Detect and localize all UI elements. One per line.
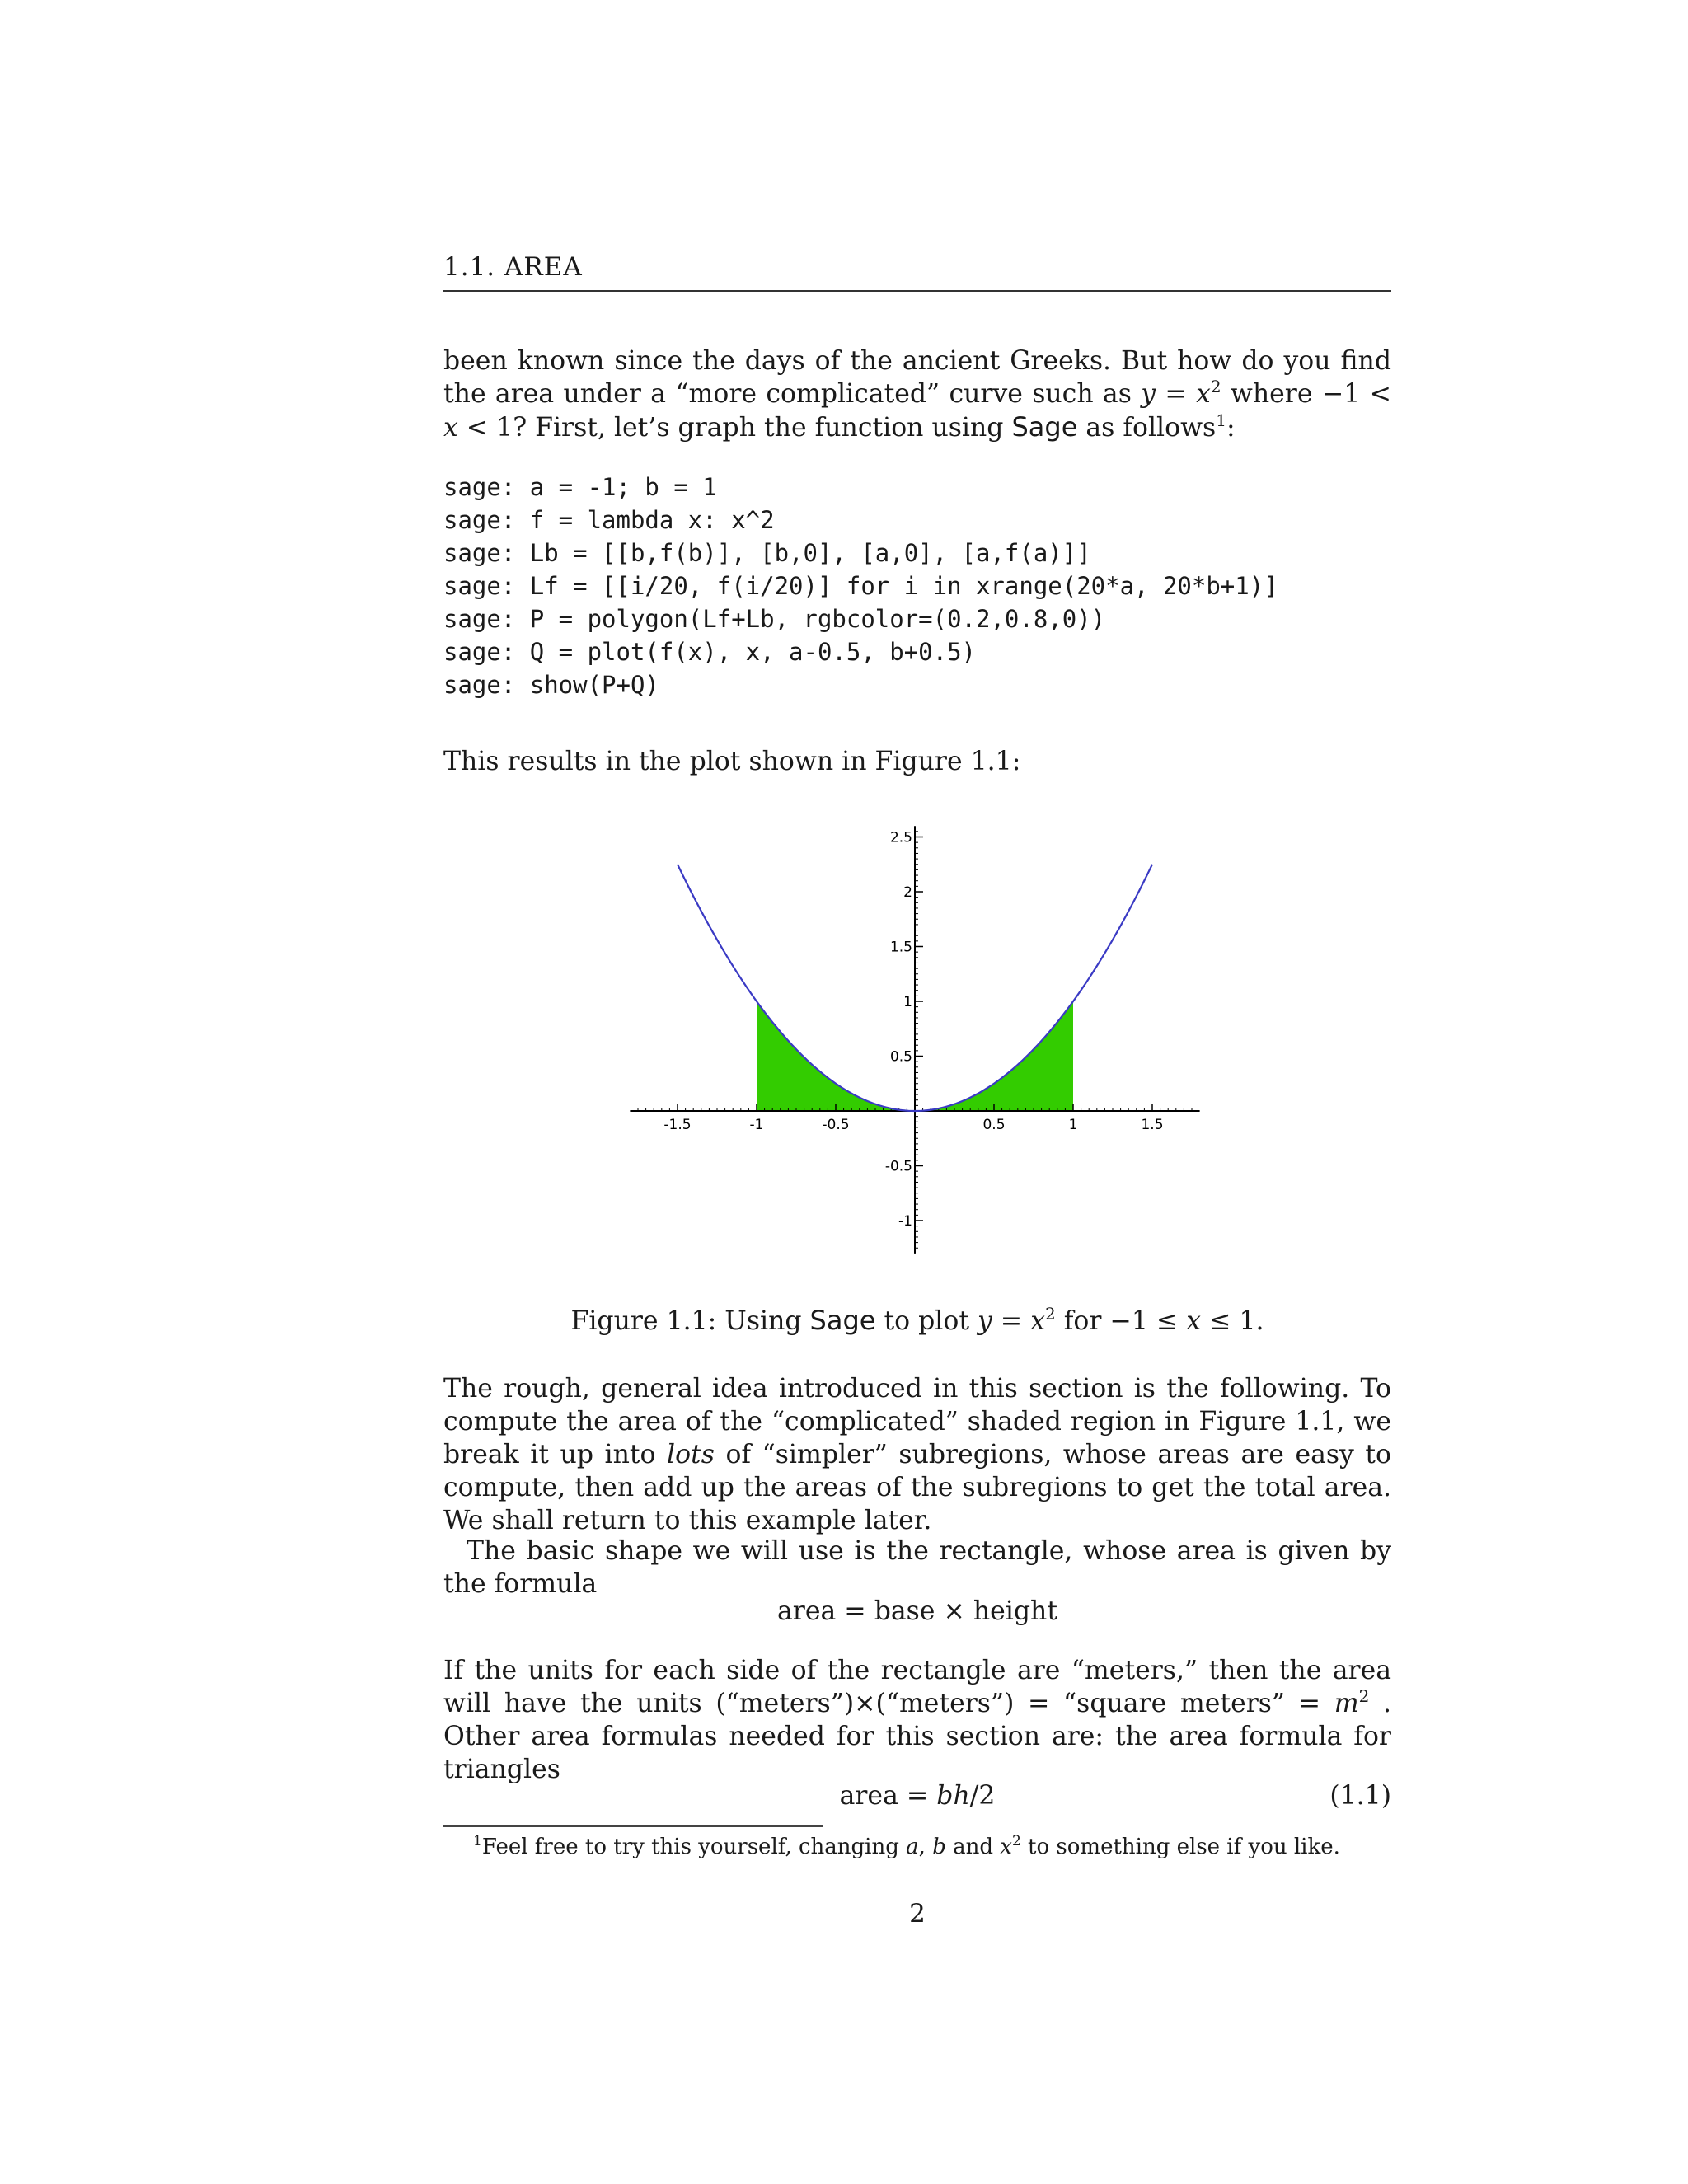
- footnote: [443, 1832, 1391, 1862]
- y-tick-label: 2.5: [889, 829, 912, 846]
- superscript: 2: [1011, 1833, 1021, 1849]
- running-head: 1.1. AREA: [443, 252, 583, 282]
- x-tick-label: -1.5: [663, 1117, 692, 1133]
- superscript: 2: [1044, 1304, 1056, 1324]
- superscript: 2: [1358, 1686, 1370, 1706]
- body-text: The rough, general idea introduced in this section is the following. To compute the area of the “complicated” shaded region in Figure 1.1, we break it up into: [443, 1374, 1391, 1469]
- intro-text: =: [1156, 379, 1197, 409]
- intro-text: :: [1226, 413, 1236, 443]
- display-formula-triangle: [443, 1779, 1391, 1812]
- superscript: 2: [1210, 377, 1221, 396]
- code-line: sage: f = lambda x: x^2: [443, 506, 775, 534]
- body-paragraph: The basic shape we will use is the rectangle, whose area is given by the formula: [443, 1536, 1391, 1599]
- x-tick-label: 1: [1068, 1117, 1078, 1133]
- footnote-ref: 1: [1216, 410, 1226, 430]
- sage-name: Sage: [1011, 411, 1078, 443]
- math-var: x: [1000, 1835, 1012, 1859]
- intro-text: where −1 <: [1221, 379, 1391, 409]
- code-block: [443, 471, 1391, 701]
- math-var: x: [1196, 379, 1211, 409]
- body-text: . Other area formulas needed for this section are: the area formula for triangles: [443, 1689, 1392, 1784]
- x-tick-label: -1: [749, 1117, 764, 1133]
- intro-text: as follows: [1077, 413, 1217, 443]
- y-tick-label: 2: [903, 884, 912, 901]
- x-tick-label: 1.5: [1141, 1117, 1164, 1133]
- math-var: x: [443, 413, 458, 443]
- y-tick-label: -0.5: [884, 1158, 912, 1175]
- footnote-text: and: [945, 1835, 1001, 1859]
- y-tick-label: -1: [898, 1213, 912, 1230]
- math-var: m: [1334, 1689, 1359, 1718]
- footnote-text: to something else if you like.: [1020, 1835, 1340, 1859]
- body-text: If the units for each side of the rectangle are “meters,” then the area will have the units (“meters”)×(“meters”) = “square meters” =: [443, 1656, 1391, 1718]
- figure-caption: [443, 1304, 1391, 1338]
- caption-text: to plot: [875, 1306, 978, 1336]
- formula-text: area =: [839, 1781, 937, 1811]
- x-tick-label: -0.5: [822, 1117, 850, 1133]
- code-line: sage: Lb = [[b,f(b)], [b,0], [a,0], [a,f(a)]]: [443, 539, 1091, 567]
- y-tick-label: 1.5: [889, 939, 912, 956]
- math-var: bh: [936, 1781, 970, 1811]
- footnote-text: ,: [918, 1835, 933, 1859]
- result-paragraph: This results in the plot shown in Figure 1.1:: [443, 747, 1021, 776]
- figure-plot: [610, 816, 1220, 1269]
- display-formula-rectangle: area = base × height: [777, 1596, 1057, 1626]
- y-tick-label: 0.5: [889, 1048, 912, 1066]
- math-var: x: [1030, 1306, 1045, 1336]
- equation-number: (1.1): [1329, 1781, 1391, 1811]
- sage-name: Sage: [809, 1305, 876, 1336]
- math-var: a: [906, 1835, 919, 1859]
- math-var: y: [1141, 379, 1156, 409]
- code-line: sage: Lf = [[i/20, f(i/20)] for i in xrange(20*a, 20*b+1)]: [443, 572, 1278, 600]
- math-var: x: [1186, 1306, 1202, 1336]
- code-line: sage: show(P+Q): [443, 671, 659, 699]
- intro-text: < 1? First, let’s graph the function using: [457, 413, 1012, 443]
- code-line: sage: Q = plot(f(x), x, a-0.5, b+0.5): [443, 638, 977, 666]
- y-tick-label: 1: [903, 994, 912, 1010]
- body-text: of “simpler” subregions, whose areas are easy to compute, then add up the areas of the subregions to get the total area. We shall return to this example later.: [443, 1440, 1391, 1535]
- math-var: y: [978, 1306, 992, 1336]
- emphasis: lots: [667, 1440, 715, 1469]
- intro-text: been known since the days of the ancient Greeks. But how do you find the area under a “more complicated” curve such as: [443, 346, 1391, 409]
- caption-text: =: [992, 1306, 1031, 1336]
- plot-svg: [610, 816, 1220, 1269]
- footnote-mark: 1: [473, 1833, 482, 1849]
- code-line: sage: P = polygon(Lf+Lb, rgbcolor=(0.2,0.8,0)): [443, 605, 1106, 633]
- caption-text: ≤ 1.: [1201, 1306, 1264, 1336]
- formula-text: /2: [969, 1781, 996, 1811]
- header-rule: [443, 290, 1391, 292]
- caption-text: Figure 1.1: Using: [570, 1306, 810, 1336]
- body-paragraph: [443, 1372, 1391, 1537]
- math-var: b: [932, 1835, 946, 1859]
- caption-text: for −1 ≤: [1055, 1306, 1187, 1336]
- intro-paragraph: [443, 344, 1391, 444]
- x-tick-label: 0.5: [982, 1117, 1006, 1133]
- footnote-text: Feel free to try this yourself, changing: [481, 1835, 907, 1859]
- body-paragraph: [443, 1654, 1391, 1786]
- page-number: 2: [909, 1899, 926, 1929]
- footnote-rule: [443, 1825, 823, 1827]
- code-line: sage: a = -1; b = 1: [443, 473, 717, 501]
